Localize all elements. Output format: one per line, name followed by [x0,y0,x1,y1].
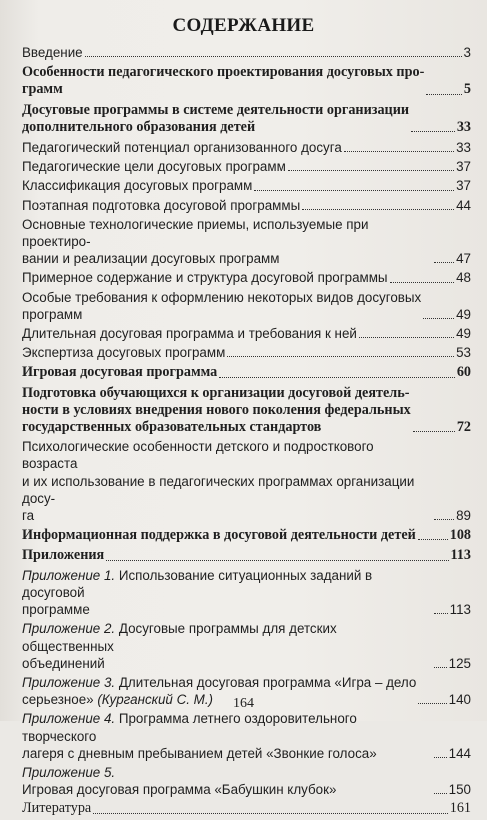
toc-entry-title [22,364,217,381]
toc-entry-line: Педагогический потенциал организованного досуга [22,140,342,156]
toc-page-number: 47 [456,251,471,267]
toc-entry-line: Основные технологические приемы, используемые при проектиро- [22,216,369,250]
toc-entry-title [22,44,83,61]
appendix-label: Приложение 3. [22,674,116,690]
toc-page-number: 53 [456,345,471,361]
toc-entry-line: Приложения [22,547,105,564]
toc-page-number: 108 [449,527,471,544]
toc-entry-line: га [22,508,35,524]
dot-leader [106,560,448,561]
toc-entry-title [22,385,411,437]
toc-entry-line: Длительная досуговая программа «Игра – дело [115,674,417,690]
toc-entry-title [22,269,388,286]
toc-entry-title [22,547,104,564]
toc-entry-title [22,800,91,817]
toc-entry-line: Длительная досуговая программа и требования к ней [22,326,357,342]
toc-page-number: 48 [456,270,471,286]
toc-entry [22,567,471,619]
toc-entry [22,158,471,175]
dot-leader [85,56,462,57]
toc-entry-line: серьезное» [22,692,98,708]
toc-entry-line: лагеря с дневным пребыванием детей «Звонкие голоса» [22,745,377,761]
toc-entry-line: Введение [22,45,83,60]
toc-page-number: 89 [456,508,471,524]
toc-page-number: 113 [449,602,471,618]
toc-entry-title [22,567,432,619]
author-note: (Курганский С. М.) [97,692,214,708]
toc-entry [22,177,471,194]
toc-entry-line: Педагогические цели досуговых программ [22,159,286,175]
toc-entry-title [22,620,432,672]
toc-entry-line: Программа летнего оздоровительного творческого [22,711,357,744]
page-number: 164 [233,696,254,711]
toc-entry-line: Игровая досуговая программа [22,364,218,381]
toc-page-number: 113 [450,547,471,564]
toc-page-number: 3 [463,45,471,60]
toc-entry-title [22,438,432,524]
toc-entry-title [22,64,424,98]
toc-entry-line: объединений [22,655,105,671]
toc-page-number: 125 [448,655,471,671]
dot-leader [390,282,455,283]
dot-leader [413,431,455,432]
toc-page-number: 140 [448,692,471,708]
toc-page-number: 72 [456,419,471,436]
dot-leader [254,190,454,191]
appendix-label: Приложение 4. [22,711,116,727]
dot-leader [434,793,447,794]
toc-entry [22,620,471,672]
toc-entry [22,344,471,361]
toc-entry [22,197,471,214]
toc-page-number: 5 [463,81,471,98]
toc-page-number: 33 [456,140,471,156]
toc-entry [22,102,471,136]
toc-entry-line: Подготовка обучающихся к организации досуговой деятель- [22,384,410,401]
dot-leader [302,209,454,210]
toc-page-number: 33 [456,118,471,135]
toc-entry-title [22,158,286,175]
toc-entry [22,527,471,544]
dot-leader [434,519,454,520]
dot-leader [288,170,454,171]
dot-leader [344,151,454,152]
toc-entry-line: Досуговые программы в системе деятельности организации [22,101,410,118]
dot-leader [418,539,448,540]
toc-entry-title [22,289,421,323]
toc-page-number: 49 [456,306,471,322]
toc-entry [22,385,471,437]
toc-entry [22,289,471,323]
toc-entry-line: Психологические особенности детского и подросткового возраста [22,439,374,472]
toc-entry-line: Поэтапная подготовка досуговой программы [22,197,301,213]
toc-page-number: 144 [448,745,471,761]
toc-entry [22,364,471,381]
dot-leader [434,667,447,668]
toc-entry [22,64,471,98]
dot-leader [227,356,454,357]
toc-entry [22,547,471,564]
toc-entry-line: программ [22,306,83,322]
toc-entry [22,800,471,817]
toc-entry-line: дополнительного образования детей [22,118,256,135]
dot-leader [426,94,462,95]
dot-leader [434,262,454,263]
toc-page-number: 37 [456,178,471,194]
appendix-label: Приложение 2. [22,621,116,637]
toc-page-number: 161 [449,800,471,817]
toc-entry [22,764,471,798]
toc-entry-line: Экспертиза досуговых программ [22,345,226,361]
toc-entry-title [22,325,357,342]
toc-entry [22,44,471,61]
toc-page-number: 49 [456,326,471,342]
toc-entry-line: Литература [22,800,92,817]
toc-entry-line: Использование ситуационных заданий в досуговой [22,567,373,600]
appendix-label: Приложение 5. [22,764,116,780]
toc-entry-line: грамм [22,81,63,98]
toc-entry-line: Классификация досуговых программ [22,178,253,194]
toc-page-number: 37 [456,159,471,175]
dot-leader [411,131,455,132]
toc-entry-title [22,177,252,194]
toc-page-number: 60 [456,364,471,381]
toc-entry-title [22,344,225,361]
dot-leader [359,337,454,338]
toc-entry-line: вании и реализации досуговых программ [22,251,280,267]
toc-entry-line: ности в условиях внедрения нового поколения федеральных [22,401,411,418]
dot-leader [219,377,455,378]
toc-page-number: 44 [456,197,471,213]
toc-entry-line: Информационная поддержка в досуговой деятельности детей [22,527,416,544]
dot-leader [434,613,448,614]
toc-entry-line: Особые требования к оформлению некоторых видов досуговых [22,289,422,305]
toc-entry-line: Примерное содержание и структура досуговой программы [22,270,388,286]
toc-page-number: 150 [448,782,471,798]
toc-entry-line: государственных образовательных стандартов [22,419,322,436]
toc-entry-title [22,197,300,214]
toc-entry-line: программе [22,602,90,618]
toc-entry-line: Досуговые программы для детских общественных [22,621,337,654]
appendix-label: Приложение 1. [22,567,116,583]
toc-entry [22,710,471,762]
toc-entry-title [22,216,432,268]
dot-leader [93,813,447,814]
toc-entry-line: и их использование в педагогических программах организации досу- [22,473,415,506]
page-title: СОДЕРЖАНИЕ [172,15,315,36]
toc-entry-title [22,527,416,544]
dot-leader [434,757,447,758]
toc-entry-title [22,102,409,136]
toc-entry-title [22,710,432,762]
toc-entry [22,139,471,156]
toc-entry [22,216,471,268]
dot-leader [423,318,454,319]
toc-entry-title [22,139,342,156]
toc-entry [22,325,471,342]
toc-entry [22,438,471,524]
toc-entry-line: Особенности педагогического проектирования досуговых про- [22,64,425,81]
toc-entry-title [22,764,432,798]
toc-entry-line: Игровая досуговая программа «Бабушкин клубок» [22,782,337,798]
toc-entry [22,269,471,286]
